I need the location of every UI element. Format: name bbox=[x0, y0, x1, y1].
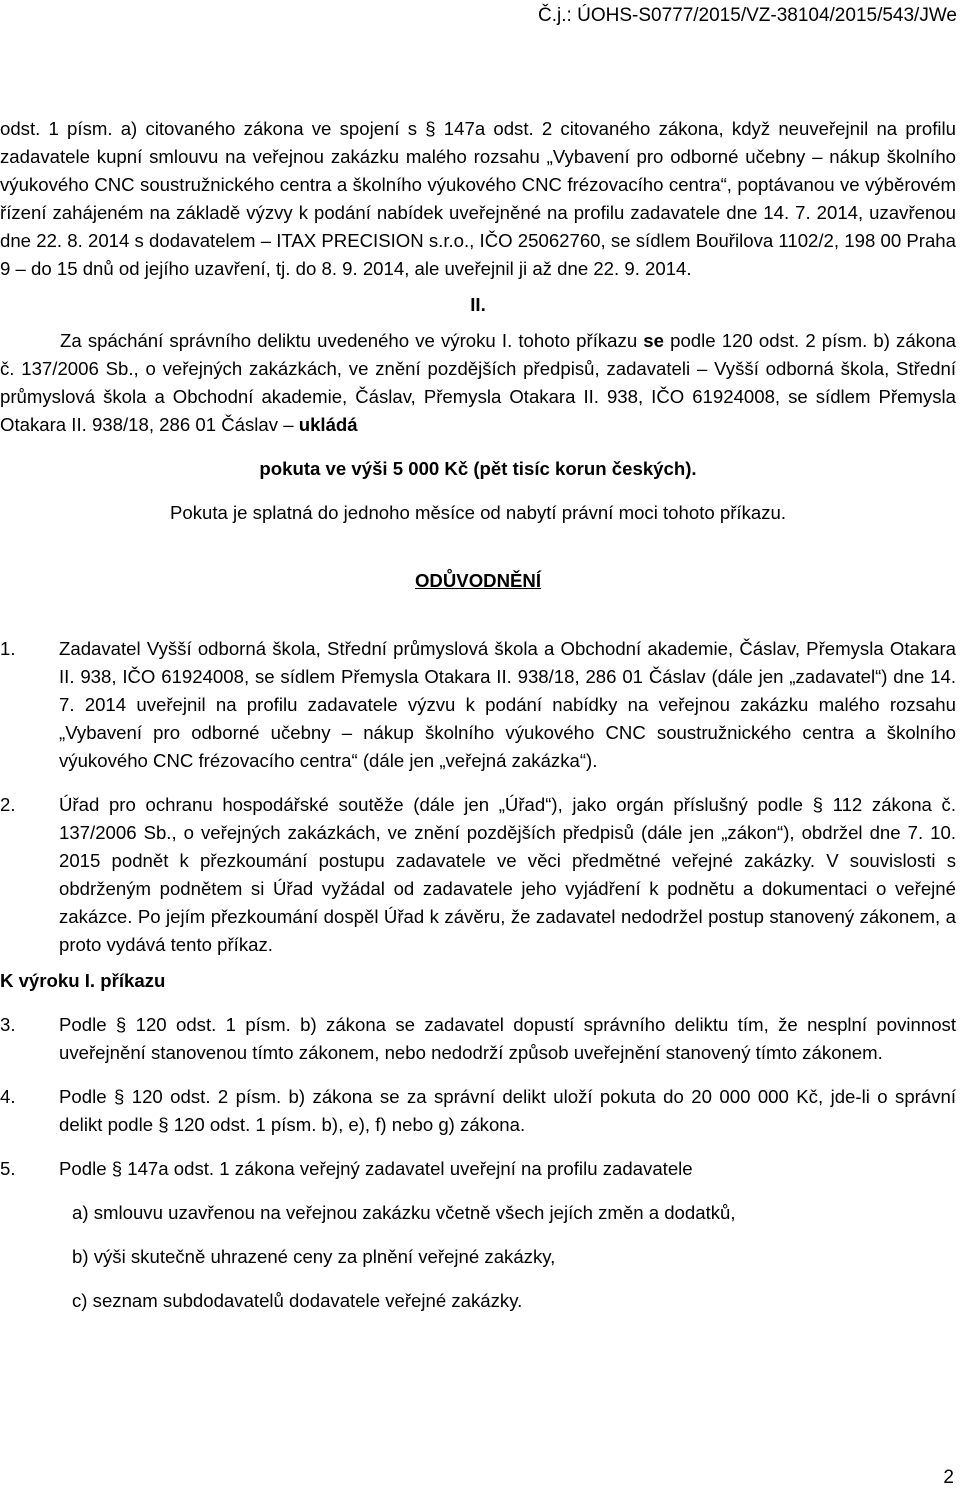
penalty-uklada-bold: ukládá bbox=[298, 414, 358, 435]
document-body bbox=[0, 115, 956, 1315]
justification-heading: ODŮVODNĚNÍ bbox=[414, 570, 542, 591]
list-item-number: 1. bbox=[0, 638, 16, 659]
list-item-5 bbox=[0, 1155, 956, 1183]
list-item-3 bbox=[0, 1011, 956, 1067]
sub-item-b: b) výši skutečně uhrazené ceny za plnění veřejné zakázky, bbox=[72, 1246, 556, 1267]
list-item-text: Zadavatel Vyšší odborná škola, Střední průmyslová škola a Obchodní akademie, Čáslav, Přemysla Otakara II. 938, IČO 61924008, se sídlem Přemysla Otakara II. 938/18, 286 01 Čáslav (dále jen „zadavatel“) dne 14. 7. 2014 uveřejnil na profilu zadavatele výzvu k podání nabídky na veřejnou zakázku malého rozsahu „Vybavení pro odborné učebny – nákup školního výukového CNC soustružnického centra a školního výukového CNC frézovacího centra“ (dále jen „veřejná zakázka“). bbox=[59, 638, 956, 771]
intro-paragraph: odst. 1 písm. a) citovaného zákona ve spojení s § 147a odst. 2 citovaného zákona, když neuveřejnil na profilu zadavatele kupní smlouvu na veřejnou zakázku malého rozsahu „Vybavení pro odborné učebny – nákup školního výukového CNC soustružnického centra a školního výukového CNC frézovacího centra“, poptávanou ve výběrovém řízení zahájeném na základě výzvy k podání nabídek uveřejněné na profilu zadavatele dne 14. 7. 2014, uzavřenou dne 22. 8. 2014 s dodavatelem – ITAX PRECISION s.r.o., IČO 25062760, se sídlem Bouřilova 1102/2, 198 00 Praha 9 – do 15 dnů od jejího uzavření, tj. do 8. 9. 2014, ale uveřejnil ji až dne 22. 9. 2014. bbox=[0, 118, 956, 279]
list-item-1 bbox=[0, 635, 956, 775]
penalty-text-before: Za spáchání správního deliktu uvedeného ve výroku I. tohoto příkazu bbox=[60, 330, 644, 351]
list-item-text: Úřad pro ochranu hospodářské soutěže (dále jen „Úřad“), jako orgán příslušný podle § 112 zákona č. 137/2006 Sb., o veřejných zakázkách, ve znění pozdějších předpisů (dále jen „zákon“), obdržel dne 7. 10. 2015 podnět k přezkoumání postupu zadavatele ve věci předmětné veřejné zakázky. V souvislosti s obdrženým podnětem si Úřad vyžádal od zadavatele jeho vyjádření k podnětu a dokumentaci o veřejné zakázce. Po jejím přezkoumání dospěl Úřad k závěru, že zadavatel nedodržel postup stanovený zákonem, a proto vydává tento příkaz. bbox=[59, 794, 956, 955]
penalty-paragraph bbox=[0, 327, 956, 439]
reference-number: Č.j.: ÚOHS-S0777/2015/VZ-38104/2015/543/JWe bbox=[538, 5, 957, 26]
payment-terms: Pokuta je splatná do jednoho měsíce od nabytí právní moci tohoto příkazu. bbox=[169, 502, 787, 523]
list-item-text: Podle § 120 odst. 2 písm. b) zákona se za správní delikt uloží pokuta do 20 000 000 Kč, jde-li o správní delikt podle § 120 odst. 1 písm. b), e), f) nebo g) zákona. bbox=[59, 1086, 956, 1135]
list-item-number: 4. bbox=[0, 1086, 16, 1107]
penalty-amount: pokuta ve výši 5 000 Kč (pět tisíc korun českých). bbox=[259, 458, 697, 479]
list-item-4 bbox=[0, 1083, 956, 1139]
sub-item-a: a) smlouvu uzavřenou na veřejnou zakázku včetně všech jejích změn a dodatků, bbox=[72, 1202, 736, 1223]
penalty-text-after: podle 120 odst. 2 písm. b) zákona č. 137/2006 Sb., o veřejných zakázkách, ve znění pozdějších předpisů, zadavateli – Vyšší odborná škola, Střední průmyslová škola a Obchodní akademie, Čáslav, Přemysla Otakara II. 938, IČO 61924008, se sídlem Přemysla Otakara II. 938/18, 286 01 Čáslav – bbox=[0, 330, 957, 435]
sub-item-c: c) seznam subdodavatelů dodavatele veřejné zakázky. bbox=[72, 1290, 523, 1311]
list-item-2 bbox=[0, 791, 956, 959]
section-two-heading: II. bbox=[470, 294, 486, 315]
verdict-heading: K výroku I. příkazu bbox=[0, 970, 166, 991]
list-item-text: Podle § 120 odst. 1 písm. b) zákona se zadavatel dopustí správního deliktu tím, že nesplní povinnost uveřejnění stanovenou tímto zákonem, nebo nedodrží způsob uveřejnění stanovený tímto zákonem. bbox=[59, 1014, 956, 1063]
list-item-number: 5. bbox=[0, 1158, 16, 1179]
list-item-text: Podle § 147a odst. 1 zákona veřejný zadavatel uveřejní na profilu zadavatele bbox=[59, 1158, 693, 1179]
penalty-se-bold: se bbox=[643, 330, 664, 351]
list-item-number: 3. bbox=[0, 1014, 16, 1035]
page-number: 2 bbox=[943, 1467, 954, 1488]
list-item-number: 2. bbox=[0, 794, 16, 815]
